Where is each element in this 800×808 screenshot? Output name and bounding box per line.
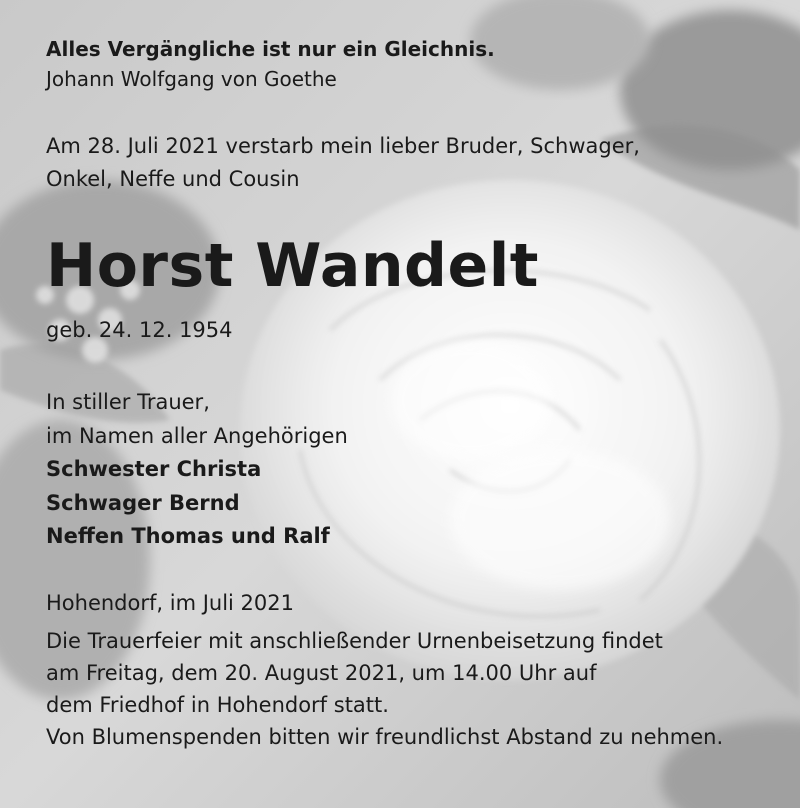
funeral-info — [46, 625, 723, 753]
funeral-info-line: dem Friedhof in Hohendorf statt. — [46, 693, 389, 717]
deceased-name: Horst Wandelt — [46, 231, 539, 301]
mourning-line-1: In stiller Trauer, — [46, 390, 210, 414]
funeral-info-line: am Freitag, dem 20. August 2021, um 14.00 Uhr auf — [46, 661, 597, 685]
mourner-name: Schwester Christa — [46, 457, 262, 481]
goethe-quote — [46, 34, 495, 94]
mourning-line-2: im Namen aller Angehörigen — [46, 423, 348, 448]
quote-text: Alles Vergängliche ist nur ein Gleichnis. — [46, 37, 495, 61]
funeral-info-line: Von Blumenspenden bitten wir freundlichst Abstand zu nehmen. — [46, 725, 724, 749]
funeral-info-line: Die Trauerfeier mit anschließender Urnenbeisetzung findet — [46, 629, 663, 653]
quote-author: Johann Wolfgang von Goethe — [46, 67, 337, 91]
place-and-date: Hohendorf, im Juli 2021 — [46, 591, 294, 615]
birth-date: geb. 24. 12. 1954 — [46, 318, 233, 342]
death-announcement — [46, 130, 640, 196]
mourner-name: Schwager Bernd — [46, 490, 240, 515]
mourners-block — [46, 386, 348, 554]
announcement-line-1: Am 28. Juli 2021 verstarb mein lieber Bruder, Schwager, — [46, 134, 640, 158]
announcement-line-2: Onkel, Neffe und Cousin — [46, 167, 300, 191]
mourner-name: Neffen Thomas und Ralf — [46, 524, 330, 548]
